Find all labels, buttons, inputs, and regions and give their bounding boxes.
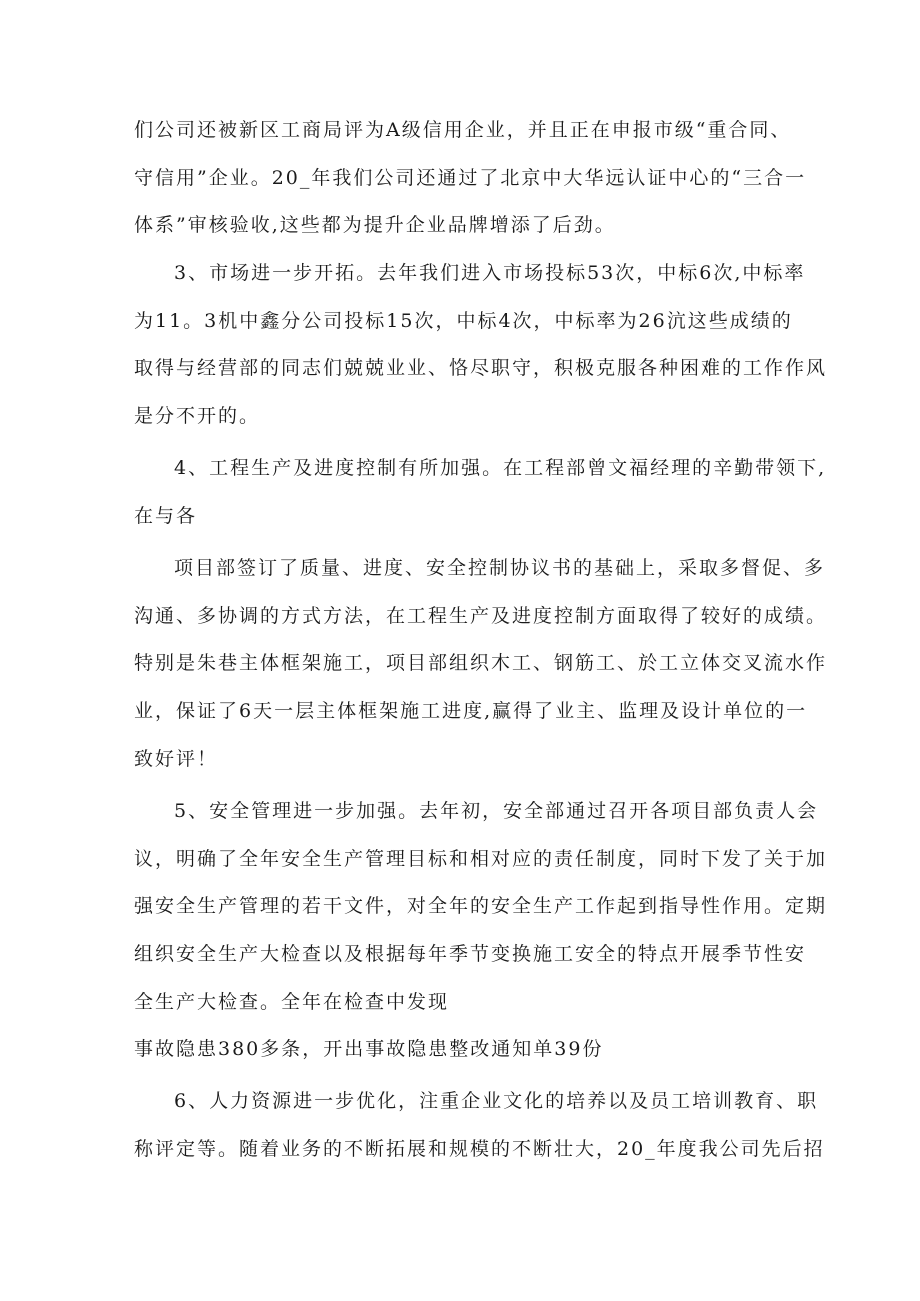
text-line: 致好评！ bbox=[134, 748, 219, 770]
paragraph-3-start: 3、市场进一步开拓。去年我们进入市场投标53次，中标6次,中标率 bbox=[174, 262, 806, 284]
text-line: 为11。3机中鑫分公司投标15次，中标4次，中标率为26沆这些成绩的 bbox=[134, 310, 793, 332]
text-line: 体系”审核验收,这些都为提升企业品牌增添了后劲。 bbox=[134, 214, 616, 236]
text-line: 守信用”企业。20_年我们公司还通过了北京中大华远认证中心的“三合一 bbox=[134, 167, 807, 189]
text-line: 沟通、多协调的方式方法，在工程生产及进度控制方面取得了较好的成绩。 bbox=[134, 605, 828, 627]
text-line: 业，保证了6天一层主体框架施工进度,赢得了业主、监理及设计单位的一 bbox=[134, 700, 808, 722]
text-line: 组织安全生产大检查以及根据每年季节变换施工安全的特点开展季节性安 bbox=[134, 943, 807, 965]
text-line: 们公司还被新区工商局评为A级信用企业，并且正在申报市级“重合同、 bbox=[134, 119, 792, 141]
text-line: 在与各 bbox=[134, 505, 198, 527]
text-line: 全生产大检查。全年在检查中发现 bbox=[134, 991, 450, 1013]
paragraph-4-continued: 项目部签订了质量、进度、安全控制协议书的基础上，采取多督促、多 bbox=[174, 557, 826, 579]
text-line: 事故隐患380多条，开出事故隐患整改通知单39份 bbox=[134, 1038, 604, 1060]
text-line: 称评定等。随着业务的不断拓展和规模的不断壮大，20_年度我公司先后招 bbox=[134, 1138, 825, 1160]
paragraph-4-start: 4、工程生产及进度控制有所加强。在工程部曾文福经理的辛勤带领下, bbox=[174, 457, 827, 479]
paragraph-5-start: 5、安全管理进一步加强。去年初，安全部通过召开各项目部负责人会 bbox=[174, 800, 819, 822]
paragraph-6-start: 6、人力资源进一步优化，注重企业文化的培养以及员工培训教育、职 bbox=[174, 1090, 819, 1112]
text-line: 是分不开的。 bbox=[134, 405, 261, 427]
text-line: 议，明确了全年安全生产管理目标和相对应的责任制度，同时下发了关于加 bbox=[134, 848, 828, 870]
text-line: 取得与经营部的同志们兢兢业业、恪尽职守，积极克服各种困难的工作作风 bbox=[134, 357, 828, 379]
text-line: 特别是朱巷主体框架施工，项目部组织木工、钢筋工、於工立体交叉流水作 bbox=[134, 652, 828, 674]
text-line: 强安全生产管理的若干文件，对全年的安全生产工作起到指导性作用。定期 bbox=[134, 895, 828, 917]
